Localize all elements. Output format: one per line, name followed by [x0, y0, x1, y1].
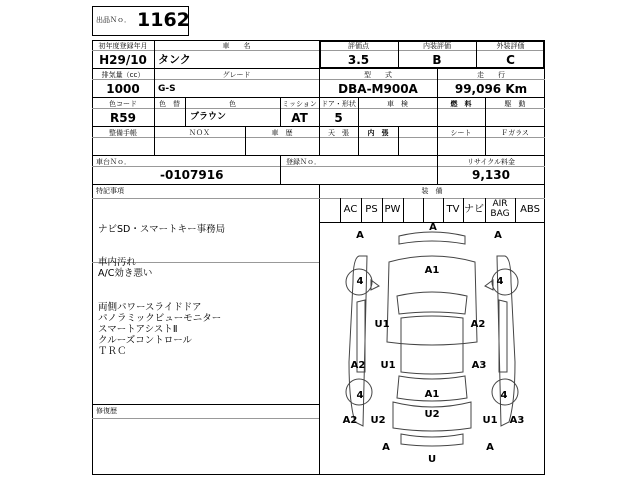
label-seat: シート	[450, 129, 472, 137]
damage-mark: A	[494, 230, 502, 241]
remark-line: 車内汚れ	[98, 257, 137, 268]
damage-mark: A	[486, 442, 494, 453]
repair-head-rule	[92, 418, 319, 419]
equipment-cell-divider	[423, 198, 424, 222]
label-glass: Ｆガラス	[501, 129, 529, 137]
damage-mark: 4	[496, 276, 504, 287]
value-model: DBA-M900A	[338, 82, 418, 96]
label-displacement: 排気量（cc）	[101, 71, 145, 79]
r5-v1	[280, 155, 281, 184]
equipment-item: AIR BAG	[490, 199, 510, 219]
damage-mark: 4	[356, 390, 364, 401]
r4-v5	[398, 126, 399, 155]
remark-line: A/C効き悪い	[98, 268, 153, 279]
value-interior: B	[432, 53, 442, 67]
label-inspection: 車 検	[387, 100, 408, 108]
equipment-item: PW	[384, 204, 401, 215]
remark-line: 両側パワースライドドア	[98, 302, 202, 313]
equipment-item: AC	[343, 204, 358, 215]
damage-mark: A	[429, 222, 437, 233]
label-drive: 駆 動	[504, 100, 526, 108]
damage-mark: A2	[342, 415, 358, 426]
damage-mark: A	[356, 230, 364, 241]
value-grade: G-S	[158, 84, 176, 94]
lot-number: 1162	[137, 9, 190, 31]
damage-mark: U2	[424, 409, 440, 420]
equipment-item: ABS	[520, 204, 540, 215]
damage-mark: A3	[471, 360, 487, 371]
label-exterior: 外装評価	[496, 42, 525, 50]
lot-label: 出品Ｎｏ．	[96, 16, 131, 24]
label-color: 色	[229, 100, 236, 108]
value-color-code: R59	[110, 111, 136, 125]
damage-mark: A3	[509, 415, 525, 426]
label-mileage: 走 行	[477, 71, 505, 79]
remarks-head-rule	[92, 198, 545, 199]
damage-mark: A	[382, 442, 390, 453]
value-mileage: 99,096 Km	[454, 82, 528, 96]
label-transmission: ミッション	[282, 100, 317, 108]
remark-line: クルーズコントロール	[98, 335, 193, 346]
rule-4	[92, 155, 545, 156]
damage-mark: U	[427, 454, 437, 465]
repair-rule	[92, 404, 319, 405]
diagram-windshield	[397, 292, 467, 314]
label-score: 評価点	[348, 42, 369, 50]
damage-mark: U1	[380, 360, 396, 371]
damage-mark: 4	[356, 276, 364, 287]
remark-line: ナビSD・スマートキー事務局	[98, 224, 226, 235]
mirror-left	[371, 280, 379, 290]
value-score: 3.5	[347, 53, 370, 67]
damage-mark: A1	[424, 265, 440, 276]
damage-mark: U1	[482, 415, 498, 426]
damage-mark: A1	[424, 389, 440, 400]
label-remarks: 特記事項	[96, 187, 124, 195]
value-doors: 5	[334, 111, 343, 125]
remark-line: パノラミックビューモニター	[98, 313, 222, 324]
value-displacement: 1000	[106, 82, 140, 96]
damage-mark: A2	[350, 360, 366, 371]
car-damage-diagram	[319, 222, 545, 475]
damage-mark: U2	[370, 415, 386, 426]
value-chassis: -0107916	[160, 168, 224, 182]
remark-line: スマートアシストⅡ	[98, 324, 178, 335]
label-history: 車 歴	[271, 129, 293, 137]
label-color-code: 色コード	[109, 100, 137, 108]
label-interior: 内装評価	[423, 42, 451, 50]
label-nox: ＮＯＸ	[189, 129, 210, 137]
equipment-item: PS	[365, 204, 378, 215]
damage-mark: A2	[470, 319, 486, 330]
label-doors: ドア・形状	[321, 100, 356, 108]
label-reg-no: 登録Ｎｏ．	[286, 158, 321, 166]
damage-mark: 4	[500, 390, 508, 401]
label-repair: 修復歴	[96, 407, 117, 415]
label-chassis: 車台Ｎｏ．	[96, 158, 131, 166]
label-first-reg: 初年度登録年月	[98, 42, 148, 50]
value-car-name: タンク	[158, 53, 191, 66]
label-sunroof: 天 張	[328, 129, 349, 137]
diagram-right-windows	[499, 300, 507, 372]
value-exterior: C	[506, 53, 515, 67]
value-color: ブラウン	[190, 112, 227, 122]
equipment-item: TV	[446, 204, 460, 215]
value-recycle: 9,130	[472, 168, 510, 182]
diagram-rear-bumper	[401, 434, 463, 446]
remark-line: ＴＲＣ	[98, 346, 127, 357]
label-fuel: 燃 料	[450, 100, 472, 108]
value-first-reg: H29/10	[99, 53, 147, 67]
equipment-item: ナビ	[464, 204, 484, 215]
label-model: 型 式	[364, 71, 392, 79]
value-transmission: AT	[291, 111, 308, 125]
label-inner-lining: 内 張	[367, 129, 389, 137]
label-grade: グレード	[222, 71, 251, 79]
label-color-type: 色 替	[159, 100, 180, 108]
equipment-cell-divider	[403, 198, 404, 222]
label-manual: 整備手帳	[109, 129, 137, 137]
label-car-name: 車 名	[222, 42, 251, 50]
damage-mark: U1	[374, 319, 390, 330]
label-recycle: リサイクル料金	[466, 158, 516, 166]
label-equipment: 装 備	[421, 187, 443, 195]
